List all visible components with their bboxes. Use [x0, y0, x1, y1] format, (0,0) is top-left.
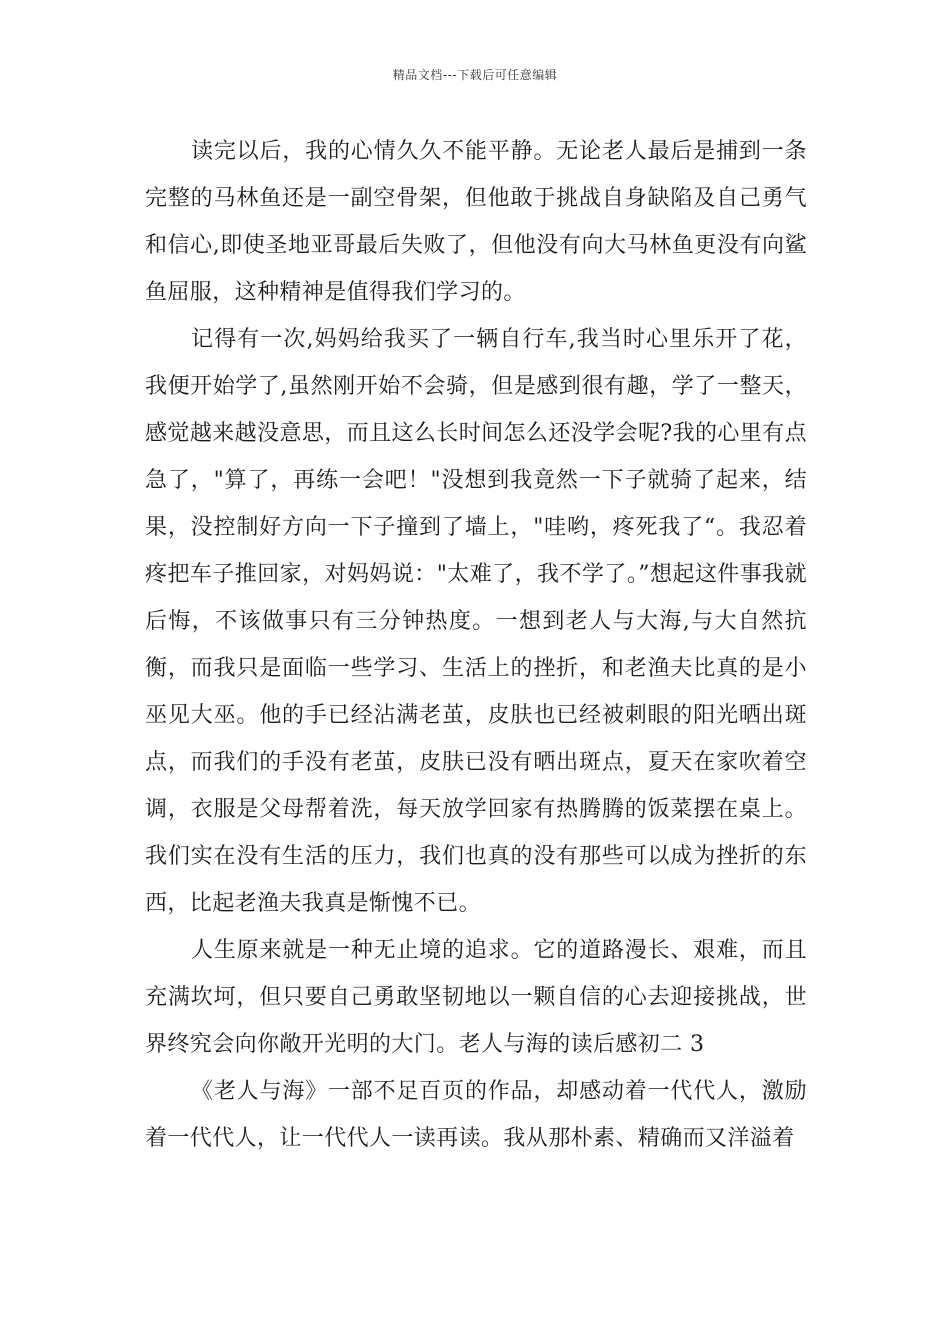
paragraph-2: 记得有一次,妈妈给我买了一辆自行车,我当时心里乐开了花，我便开始学了,虽然刚开始不会骑，但是感到很有趣，学了一整天，感觉越来越没意思，而且这么长时间怎么还没学会呢?我的心里有点急了，"算了，再练一会吧！"没想到我竟然一下子就骑了起来，结果，没控制好方向一下子撞到了墙上，"哇哟，疼死我了“。我忍着疼把车子推回家，对妈妈说："太难了，我不学了。”想起这件事我就后悔，不该做事只有三分钟热度。一想到老人与大海,与大自然抗衡，而我只是面临一些学习、生活上的挫折，和老渔夫比真的是小巫见大巫。他的手已经沾满老茧，皮肤也已经被刺眼的阳光晒出斑点，而我们的手没有老茧，皮肤已没有晒出斑点，夏天在家吹着空调，衣服是父母帮着洗，每天放学回家有热腾腾的饭菜摆在桌上。我们实在没有生活的压力，我们也真的没有那些可以成为挫折的东西，比起老渔夫我真是惭愧不已。 — [145, 327, 808, 916]
page-header: 精品文档---下载后可任意编辑 — [392, 68, 558, 82]
document-body — [145, 128, 807, 1162]
paragraph-3: 人生原来就是一种无止境的追求。它的道路漫长、艰难，而且充满坎坷，但只要自己勇敢坚韧地以一颗自信的心去迎接挑战，世界终究会向你敞开光明的大门。老人与海的读后感初二 3 — [145, 938, 807, 1057]
paragraph-1: 读完以后，我的心情久久不能平静。无论老人最后是捕到一条完整的马林鱼还是一副空骨架，但他敢于挑战自身缺陷及自己勇气和信心,即使圣地亚哥最后失败了，但他没有向大马林鱼更没有向鲨鱼屈服，这种精神是值得我们学习的。 — [145, 139, 807, 305]
paragraph-4: 《老人与海》一部不足百页的作品，却感动着一代代人，激励着一代代人，让一代代人一读再读。我从那朴素、精确而又洋溢着 — [145, 1079, 807, 1151]
